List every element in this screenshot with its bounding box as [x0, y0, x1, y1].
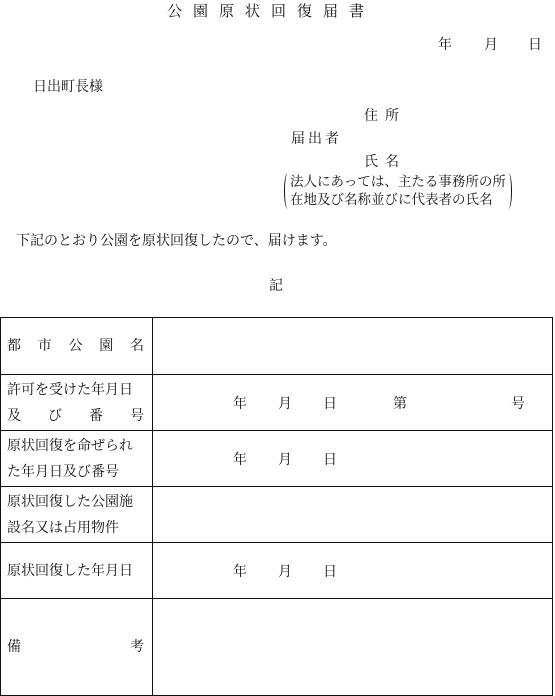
- order-day: 日: [323, 451, 337, 468]
- left-parenthesis: [284, 173, 291, 209]
- document-title: 公園原状回復届書: [167, 2, 376, 20]
- ki-heading: 記: [269, 278, 283, 294]
- address-label: 住所: [364, 108, 406, 124]
- right-parenthesis: [505, 173, 512, 209]
- table-row: [1, 318, 553, 375]
- table-row: [1, 487, 553, 543]
- intro-text: 下記のとおり公園を原状回復したので、届けます。: [16, 233, 337, 249]
- order-date-number-value[interactable]: [153, 431, 553, 487]
- permit-day: 日: [323, 395, 337, 412]
- table-row: [1, 543, 553, 599]
- date-year: 年: [438, 37, 452, 53]
- order-year: 年: [233, 451, 247, 468]
- table-row: [1, 431, 553, 487]
- remarks-value[interactable]: [153, 599, 553, 696]
- date-day: 日: [528, 37, 542, 53]
- park-name-label: 都 市 公 園 名: [1, 318, 153, 375]
- park-name-value[interactable]: [153, 318, 553, 375]
- date-month: 月: [484, 37, 498, 53]
- corporation-note: [284, 173, 512, 209]
- table-row: [1, 375, 553, 431]
- remarks-label: 備 考: [1, 599, 153, 696]
- permit-date-number-label: 許可を受けた年月日 及 び 番 号: [1, 375, 153, 431]
- notification-table: [0, 317, 553, 696]
- table-row: [1, 599, 553, 696]
- permit-number-prefix: 第: [393, 395, 407, 412]
- corporation-note-line1: 法人にあっては、主たる事務所の所: [290, 174, 506, 190]
- restoration-date-value[interactable]: [153, 543, 553, 599]
- permit-date-number-value[interactable]: [153, 375, 553, 431]
- restored-facility-label: 原状回復した公園施 設名又は占用物件: [1, 487, 153, 543]
- permit-month: 月: [278, 395, 292, 412]
- order-date-number-label: 原状回復を命ぜられ た年月日及び番号: [1, 431, 153, 487]
- permit-number-suffix: 号: [511, 395, 525, 412]
- corporation-note-line2: 在地及び名称並びに代表者の氏名: [290, 192, 493, 208]
- addressee: 日出町長様: [33, 79, 103, 95]
- permit-year: 年: [233, 395, 247, 412]
- restoration-day: 日: [323, 563, 337, 580]
- restoration-year: 年: [233, 563, 247, 580]
- restored-facility-value[interactable]: [153, 487, 553, 543]
- notifier-label: 届出者: [291, 131, 342, 147]
- restoration-date-label: 原状回復した年月日: [1, 543, 153, 599]
- order-month: 月: [278, 451, 292, 468]
- name-label: 氏名: [364, 154, 406, 170]
- restoration-month: 月: [278, 563, 292, 580]
